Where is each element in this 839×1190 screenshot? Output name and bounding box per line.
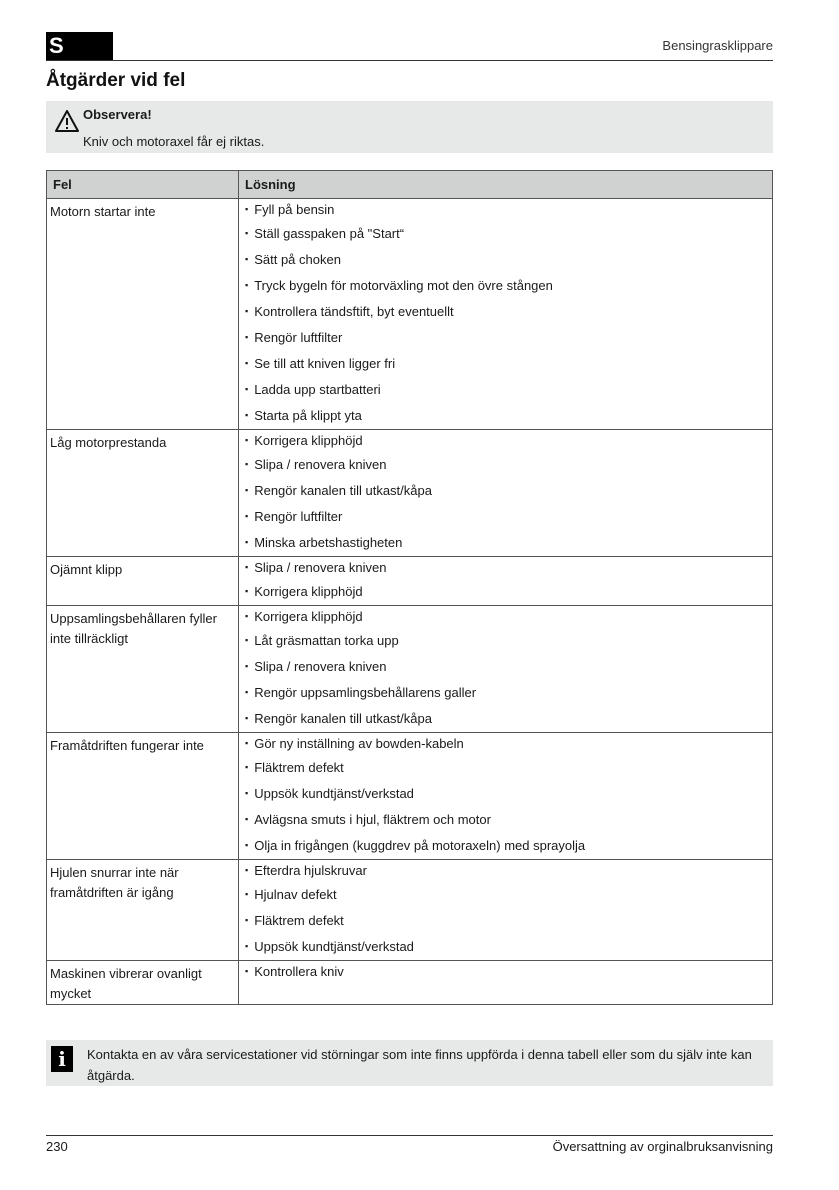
solution-item: ▪ Slipa / renovera kniven	[245, 557, 772, 579]
solution-item: ▪ Olja in frigången (kuggdrev på motoraxeln) med sprayolja	[245, 833, 772, 859]
section-title: Åtgärder vid fel	[46, 70, 186, 91]
info-box	[46, 1040, 773, 1086]
solution-item: ▪ Avlägsna smuts i hjul, fläktrem och motor	[245, 807, 772, 833]
solution-item: ▪ Kontrollera kniv	[245, 961, 772, 983]
solution-item: ▪ Gör ny inställning av bowden-kabeln	[245, 733, 772, 755]
solution-list	[239, 430, 772, 556]
solution-item: ▪ Uppsök kundtjänst/verkstad	[245, 781, 772, 807]
header-solution: Lösning	[239, 171, 773, 199]
table-row	[47, 430, 773, 557]
table-row	[47, 557, 773, 606]
warning-icon	[54, 109, 80, 133]
notice-heading: Observera!	[83, 107, 152, 122]
solution-item: ▪ Korrigera klipphöjd	[245, 430, 772, 452]
table-row	[47, 606, 773, 733]
fault-cell: Ojämnt klipp	[47, 557, 239, 606]
solution-list	[239, 606, 772, 732]
solution-item: ▪ Rengör kanalen till utkast/kåpa	[245, 706, 772, 732]
fault-cell: Maskinen vibrerar ovanligt mycket	[47, 961, 239, 1005]
table-row	[47, 961, 773, 1005]
solution-cell	[239, 961, 773, 1005]
solution-item: ▪ Fyll på bensin	[245, 199, 772, 221]
solution-item: ▪ Hjulnav defekt	[245, 882, 772, 908]
notice-box	[46, 101, 773, 153]
solution-item: ▪ Sätt på choken	[245, 247, 772, 273]
solution-item: ▪ Rengör kanalen till utkast/kåpa	[245, 478, 772, 504]
fault-cell: Låg motorprestanda	[47, 430, 239, 557]
solution-item: ▪ Låt gräsmattan torka upp	[245, 628, 772, 654]
fault-cell: Motorn startar inte	[47, 199, 239, 430]
notice-text: Kniv och motoraxel får ej riktas.	[83, 134, 265, 149]
solution-item: ▪ Tryck bygeln för motorväxling mot den övre stången	[245, 273, 772, 299]
solution-cell	[239, 860, 773, 961]
solution-item: ▪ Rengör uppsamlingsbehållarens galler	[245, 680, 772, 706]
info-icon: i	[51, 1046, 73, 1072]
solution-list	[239, 199, 772, 429]
solution-cell	[239, 557, 773, 606]
header-title: Bensingrasklippare	[662, 38, 773, 53]
table-header-row	[47, 171, 773, 199]
table-row	[47, 199, 773, 430]
solution-item: ▪ Starta på klippt yta	[245, 403, 772, 429]
fault-cell: Hjulen snurrar inte när framåtdriften är igång	[47, 860, 239, 961]
solution-item: ▪ Ladda upp startbatteri	[245, 377, 772, 403]
table-row	[47, 733, 773, 860]
solution-cell	[239, 199, 773, 430]
solution-item: ▪ Korrigera klipphöjd	[245, 606, 772, 628]
table-body	[47, 199, 773, 1005]
solution-list	[239, 860, 772, 960]
solution-cell	[239, 430, 773, 557]
fault-cell: Uppsamlingsbehållaren fyller inte tillräckligt	[47, 606, 239, 733]
solution-cell	[239, 606, 773, 733]
solution-list	[239, 557, 772, 605]
solution-item: ▪ Kontrollera tändsftift, byt eventuellt	[245, 299, 772, 325]
solution-item: ▪ Slipa / renovera kniven	[245, 452, 772, 478]
page-header	[46, 32, 773, 61]
language-badge: S	[46, 32, 113, 60]
solution-item: ▪ Minska arbetshastigheten	[245, 530, 772, 556]
solution-item: ▪ Uppsök kundtjänst/verkstad	[245, 934, 772, 960]
solution-item: ▪ Rengör luftfilter	[245, 325, 772, 351]
solution-item: ▪ Efterdra hjulskruvar	[245, 860, 772, 882]
solution-item: ▪ Korrigera klipphöjd	[245, 579, 772, 605]
solution-cell	[239, 733, 773, 860]
solution-list	[239, 961, 772, 983]
footer-text: Översattning av orginalbruksanvisning	[552, 1139, 773, 1154]
solution-item: ▪ Se till att kniven ligger fri	[245, 351, 772, 377]
fault-cell: Framåtdriften fungerar inte	[47, 733, 239, 860]
table-row	[47, 860, 773, 961]
info-text: Kontakta en av våra servicestationer vid störningar som inte finns uppförda i denna tabell eller som du själv inte kan åtgärda.	[87, 1047, 752, 1083]
solution-item: ▪ Fläktrem defekt	[245, 755, 772, 781]
solution-item: ▪ Slipa / renovera kniven	[245, 654, 772, 680]
solution-item: ▪ Rengör luftfilter	[245, 504, 772, 530]
page-footer	[46, 1135, 773, 1158]
solution-list	[239, 733, 772, 859]
page-number: 230	[46, 1139, 68, 1154]
header-fault: Fel	[47, 171, 239, 199]
solution-item: ▪ Fläktrem defekt	[245, 908, 772, 934]
solution-item: ▪ Ställ gasspaken på "Start“	[245, 221, 772, 247]
fault-table	[46, 170, 773, 1005]
